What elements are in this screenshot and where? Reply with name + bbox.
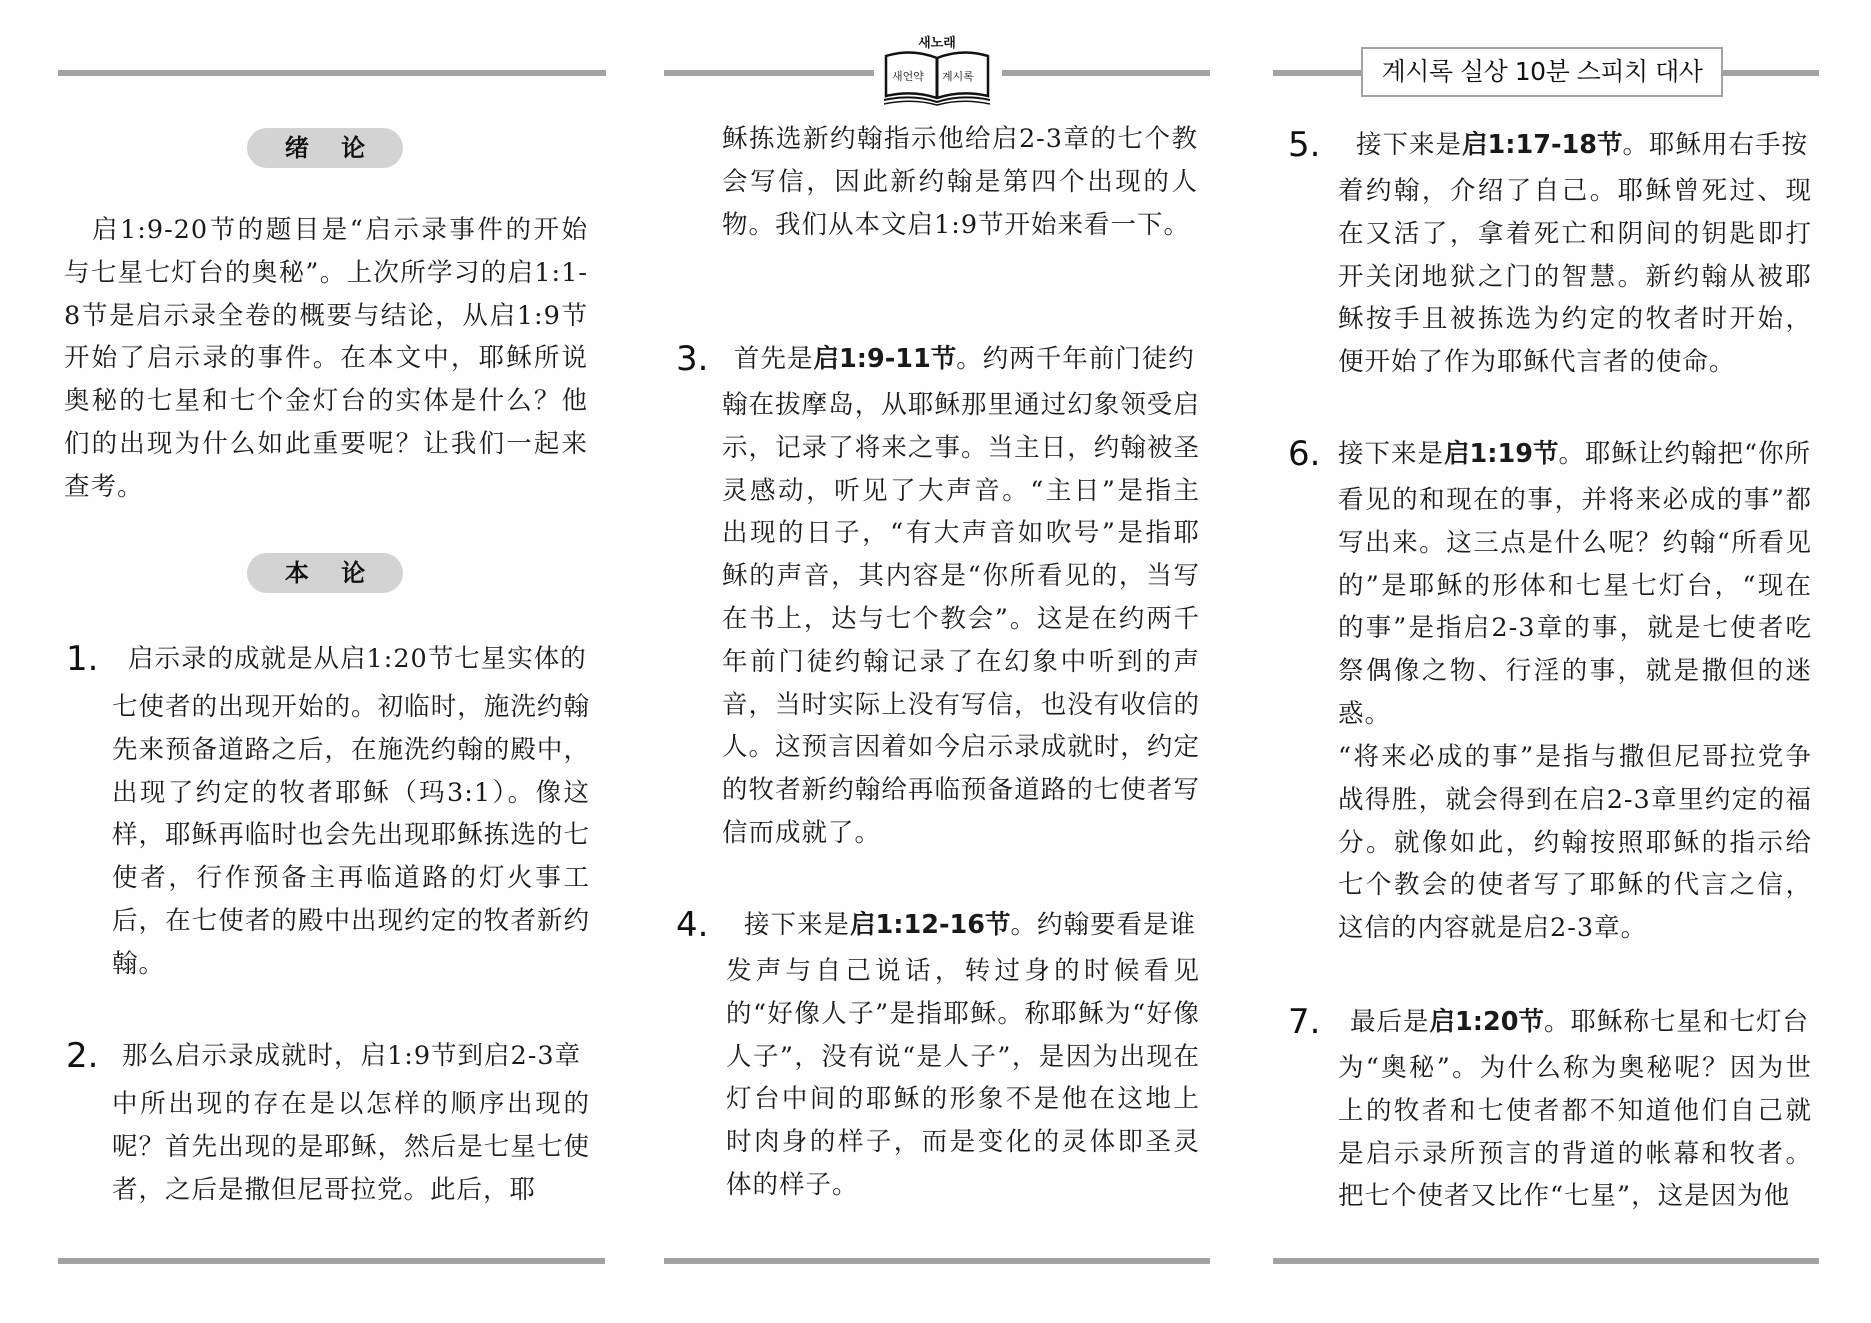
main-heading: 本 论 bbox=[247, 553, 403, 593]
point-number: 5. bbox=[1288, 125, 1321, 165]
document-title: 계시록 실상 10분 스피치 대사 bbox=[1361, 47, 1723, 97]
bottom-rule-col3 bbox=[1273, 1258, 1819, 1264]
lead-text: 首先是 bbox=[734, 344, 814, 374]
lead-text-after: 。约两千年前门徒约 bbox=[956, 344, 1195, 374]
logo-right-page-text: 계시록 bbox=[942, 70, 974, 83]
point-lead-line bbox=[1350, 1001, 1812, 1044]
continuation-paragraph: 稣拣选新约翰指示他给启2-3章的七个教会写信，因此新约翰是第四个出现的人物。我们从本文启1:9节开始来看一下。 bbox=[722, 124, 1198, 240]
lead-text: 接下来是 bbox=[1356, 130, 1463, 160]
verse-reference: 启1:9-11节 bbox=[813, 344, 957, 374]
lead-text-after: 。约翰要看是谁 bbox=[1010, 910, 1197, 940]
point-number: 7. bbox=[1288, 1002, 1321, 1042]
lead-text-after: 。耶稣让约翰把“你所 bbox=[1558, 439, 1811, 469]
point-lead-line bbox=[744, 904, 1200, 947]
point-lead-line: 那么启示录成就时，启1:9节到启2-3章 bbox=[122, 1041, 582, 1071]
point-number: 3. bbox=[676, 339, 709, 379]
point-number: 6. bbox=[1288, 434, 1321, 474]
verse-reference: 启1:20节 bbox=[1429, 1007, 1544, 1037]
logo-left-page-text: 새언약 bbox=[892, 70, 924, 83]
lead-text-after: 。耶稣用右手按 bbox=[1622, 130, 1809, 160]
top-rule-col2-left bbox=[664, 70, 874, 76]
lead-text: 接下来是 bbox=[1338, 439, 1445, 469]
point-body: 看见的和现在的事，并将来必成的事”都写出来。这三点是什么呢？约翰“所看见的”是耶稣的形体和七星七灯台，“现在的事”是指启2-3章的事，就是七使者吃祭偶像之物、行淫的事，就是撒但的迷惑。 bbox=[1338, 485, 1812, 729]
bottom-rule-col2 bbox=[664, 1258, 1210, 1264]
lead-text: 最后是 bbox=[1350, 1007, 1430, 1037]
intro-paragraph: 启1:9-20节的题目是“启示录事件的开始与七星七灯台的奥秘”。上次所学习的启1:1-8节是启示录全卷的概要与结论，从启1:9节开始了启示录的事件。在本文中，耶稣所说奥秘的七星和七个金灯台的实体是什么？他们的出现为什么如此重要呢？让我们一起来查考。 bbox=[64, 215, 588, 502]
lead-text-after: 。耶稣称七星和七灯台 bbox=[1543, 1007, 1809, 1037]
top-rule-col1 bbox=[58, 70, 606, 76]
point-lead-line bbox=[1338, 433, 1812, 476]
book-logo bbox=[882, 32, 992, 106]
point-body: 翰在拔摩岛，从耶稣那里通过幻象领受启示，记录了将来之事。当主日，约翰被圣灵感动，听见了大声音。“主日”是指主出现的日子，“有大声音如吹号”是指耶稣的声音，其内容是“你所看见的，当写在书上，达与七个教会”。这是在约两千年前门徒约翰记录了在幻象中听到的声音，当时实际上没有写信，也没有收信的人。这预言因着如今启示录成就时，约定的牧者新约翰给再临预备道路的七使者写信而成就了。 bbox=[722, 390, 1200, 848]
top-rule-col2-right bbox=[1002, 70, 1210, 76]
point-body: 着约翰，介绍了自己。耶稣曾死过、现在又活了，拿着死亡和阴间的钥匙即打开关闭地狱之门的智慧。新约翰从被耶稣按手且被拣选为约定的牧者时开始，便开始了作为耶稣代言者的使命。 bbox=[1338, 176, 1812, 378]
point-body: 七使者的出现开始的。初临时，施洗约翰先来预备道路之后，在施洗约翰的殿中，出现了约定的牧者耶稣（玛3:1）。像这样，耶稣再临时也会先出现耶稣拣选的七使者，行作预备主再临道路的灯火事工后，在七使者的殿中出现约定的牧者新约翰。 bbox=[112, 692, 590, 979]
lead-text: 接下来是 bbox=[744, 910, 851, 940]
point-number: 1. bbox=[66, 639, 99, 679]
point-body: 为“奥秘”。为什么称为奥秘呢？因为世上的牧者和七使者都不知道他们自己就是启示录所预言的背道的帐幕和牧者。把七个使者又比作“七星”，这是因为他 bbox=[1338, 1053, 1812, 1212]
bottom-rule-col1 bbox=[58, 1258, 605, 1264]
top-rule-col3-right bbox=[1720, 70, 1819, 76]
top-rule-col3-left bbox=[1273, 70, 1363, 76]
point-number: 2. bbox=[66, 1036, 99, 1076]
point-lead-line: 启示录的成就是从启1:20节七星实体的 bbox=[128, 644, 587, 674]
point-lead-line bbox=[1356, 124, 1812, 167]
verse-reference: 启1:17-18节 bbox=[1462, 130, 1623, 160]
verse-reference: 启1:19节 bbox=[1444, 439, 1559, 469]
point-body: 中所出现的存在是以怎样的顺序出现的呢？首先出现的是耶稣，然后是七星七使者，之后是撒但尼哥拉党。此后，耶 bbox=[112, 1089, 590, 1205]
verse-reference: 启1:12-16节 bbox=[850, 910, 1011, 940]
point-lead-line bbox=[734, 338, 1200, 381]
point-body: 发声与自己说话，转过身的时候看见的“好像人子”是指耶稣。称耶稣为“好像人子”，没有说“是人子”，是因为出现在灯台中间的耶稣的形象不是他在这地上时肉身的样子，而是变化的灵体即圣灵体的样子。 bbox=[726, 956, 1200, 1200]
point-number: 4. bbox=[676, 905, 709, 945]
point-body-continued: “将来必成的事”是指与撒但尼哥拉党争战得胜，就会得到在启2-3章里约定的福分。就像如此，约翰按照耶稣的指示给七个教会的使者写了耶稣的代言之信，这信的内容就是启2-3章。 bbox=[1338, 742, 1812, 944]
logo-top-text: 새노래 bbox=[918, 36, 956, 51]
intro-heading: 绪 论 bbox=[247, 128, 403, 168]
